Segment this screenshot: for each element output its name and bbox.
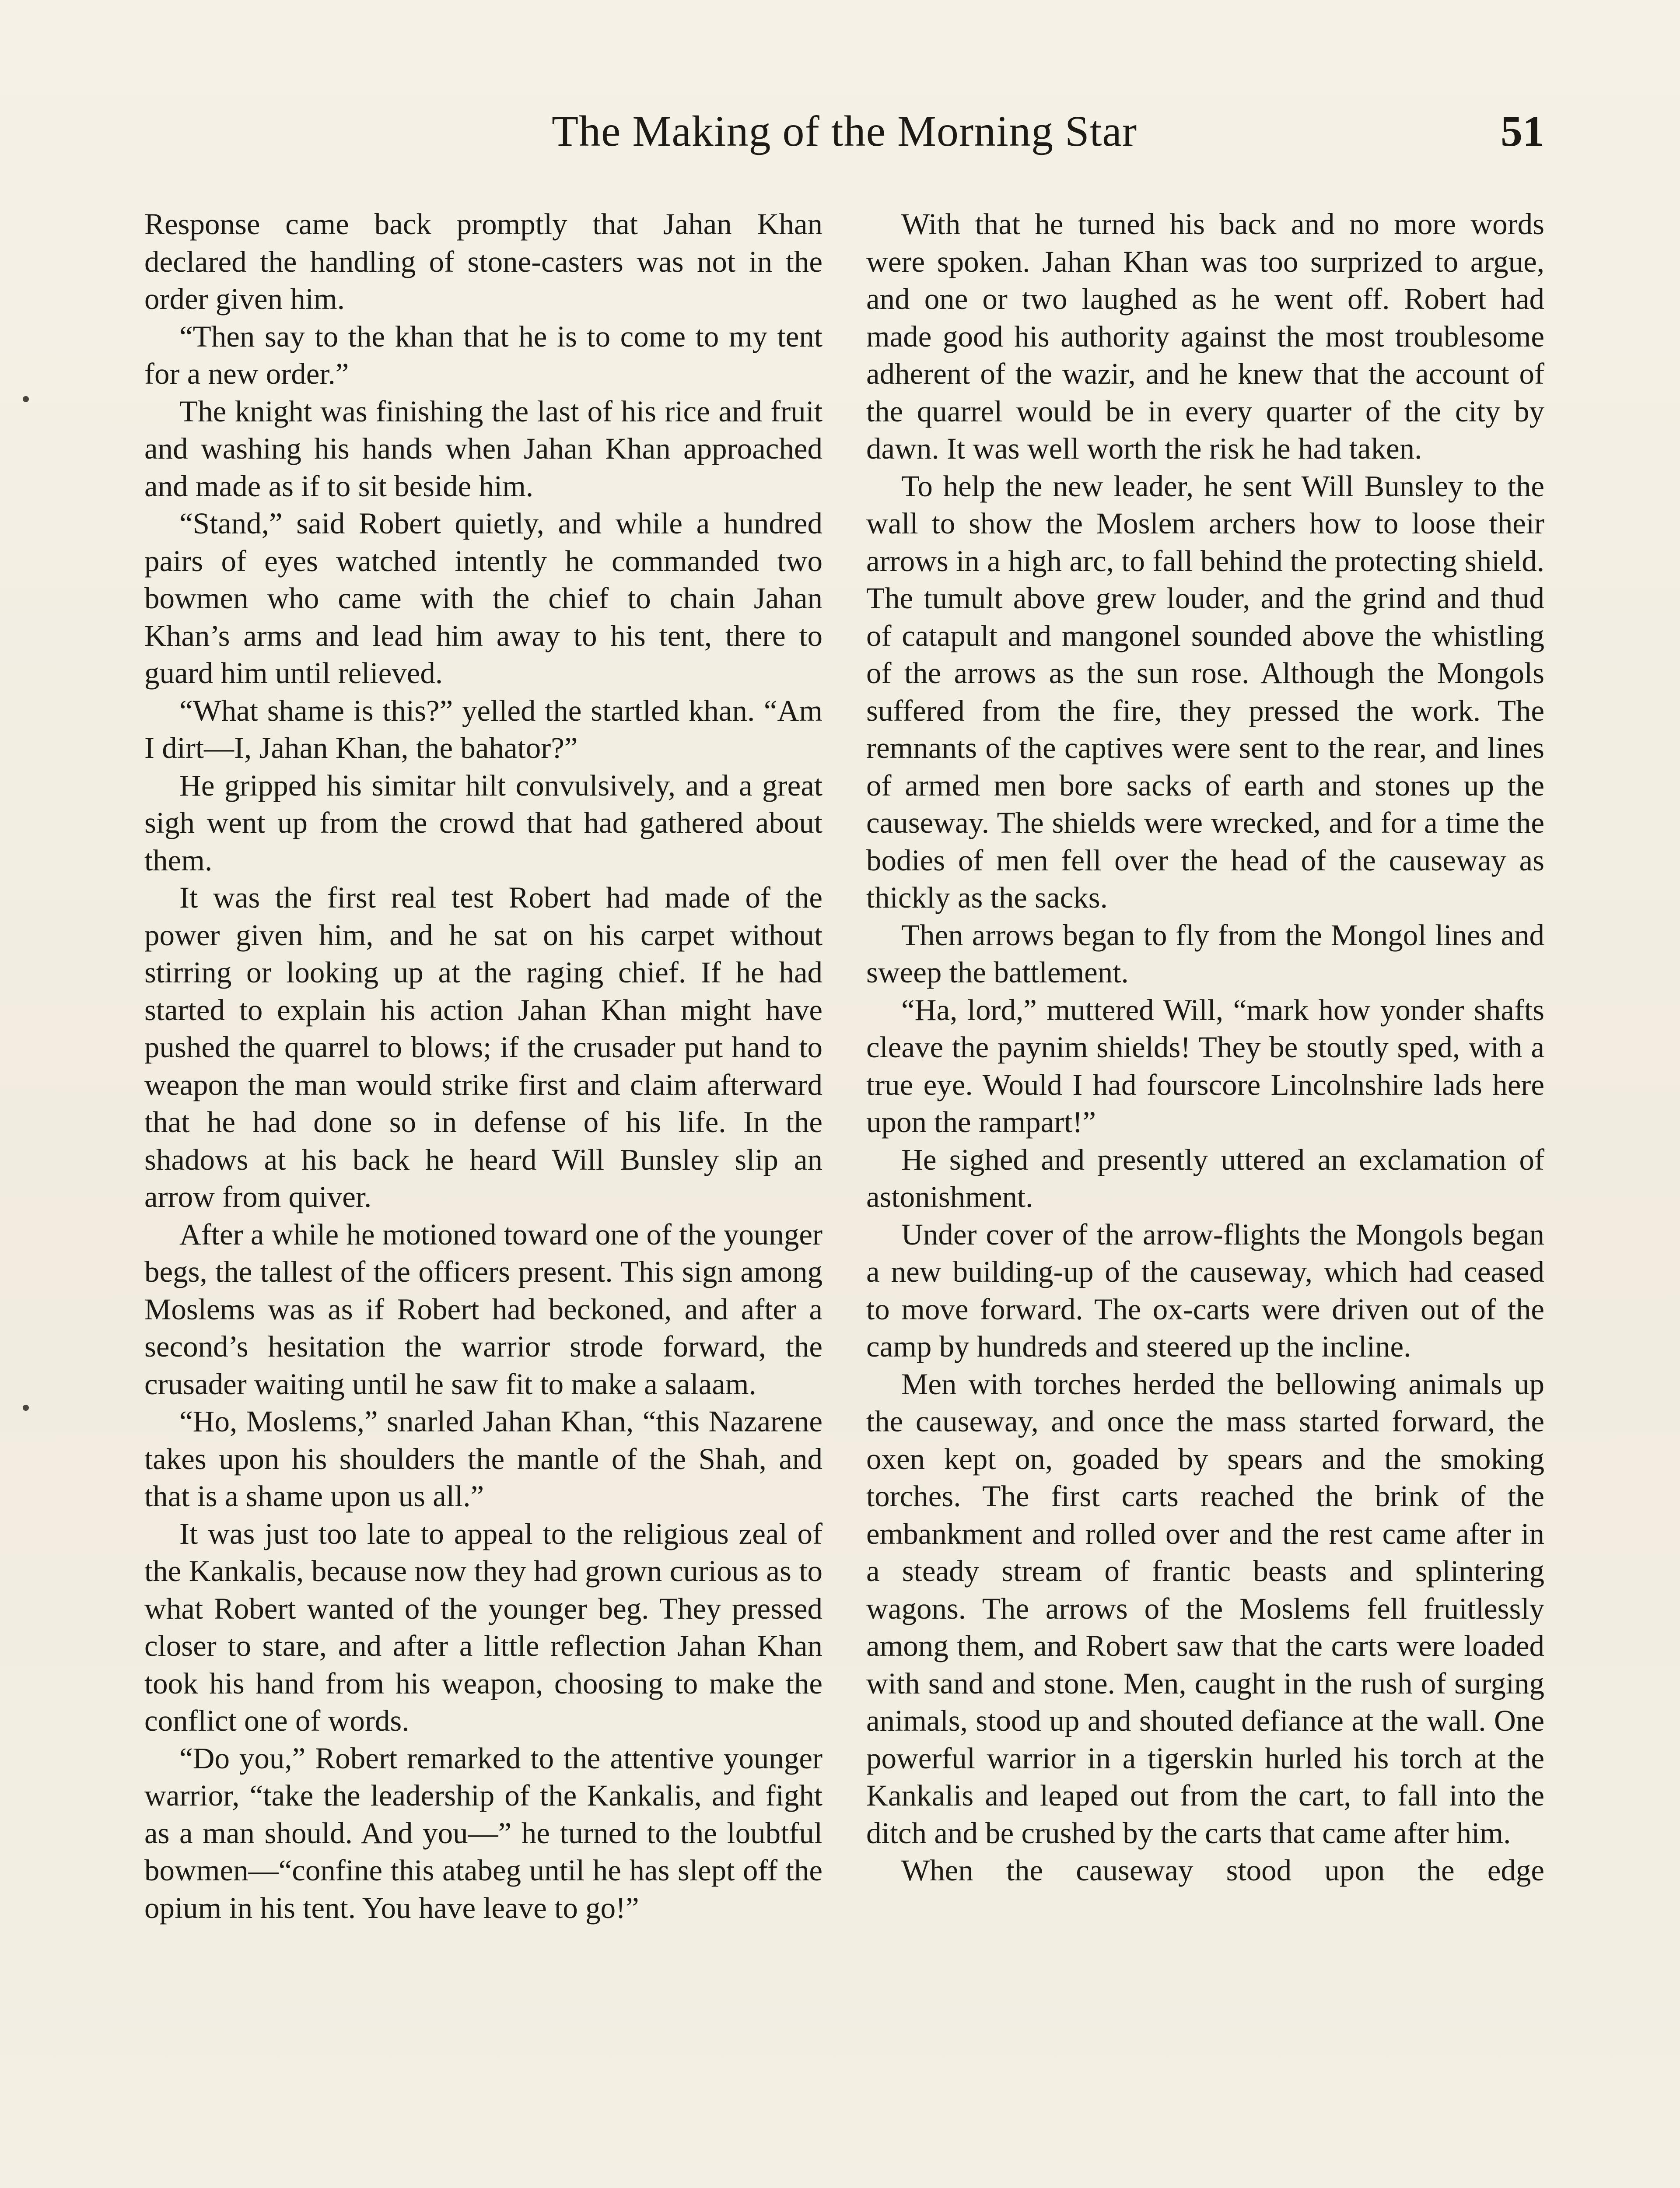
paragraph: “Ho, Moslems,” snarled Jahan Khan, “this Nazarene takes upon his shoulders the mantle of the Shah, and that is a shame upon us all.” [144, 1405, 822, 1513]
paragraph: Under cover of the arrow-flights the Mongols began a new building-up of the causeway, which had ceased to move forward. The ox-carts were driven out of the camp by hundreds and steered up the incline. [866, 1217, 1544, 1363]
paragraph: It was just too late to appeal to the religious zeal of the Kankalis, because now they had grown curious as to what Robert wanted of the younger beg. They pressed closer to stare, and after a little reflection Jahan Khan took his hand from his weapon, choosing to make the conflict one of words. [144, 1517, 822, 1737]
right-column [866, 206, 1544, 1890]
print-speck [23, 396, 29, 402]
paragraph: The knight was finishing the last of his rice and fruit and washing his hands when Jahan Khan approached and made as if to sit beside him. [144, 394, 822, 503]
left-column [144, 206, 822, 1927]
print-speck [23, 1405, 29, 1411]
paragraph: It was the first real test Robert had made of the power given him, and he sat on his carpet without stirring or looking up at the raging chief. If he had started to explain his action Jahan Khan might have pushed the quarrel to blows; if the crusader put hand to weapon the man would strike first and claim afterward that he had done so in defense of his life. In the shadows at his back he heard Will Bunsley slip an arrow from quiver. [144, 881, 822, 1213]
paragraph: “Then say to the khan that he is to come to my tent for a new order.” [144, 319, 822, 390]
paragraph: With that he turned his back and no more words were spoken. Jahan Khan was too surprized to argue, and one or two laughed as he went off. Robert had made good his authority against the most troublesome adherent of the wazir, and he knew that the account of the quarrel would be in every quarter of the city by dawn. It was well worth the risk he had taken. [866, 207, 1544, 465]
paragraph: Then arrows began to fly from the Mongol lines and sweep the battlement. [866, 918, 1544, 989]
paragraph: Response came back promptly that Jahan Khan declared the handling of stone-casters was not in the order given him. [144, 207, 822, 316]
paragraph: To help the new leader, he sent Will Bunsley to the wall to show the Moslem archers how to loose their arrows in a high arc, to fall behind the protecting shield. The tumult above grew louder, and the grind and thud of catapult and mangonel sounded above the whistling of the arrows as the sun rose. Although the Mongols suffered from the fire, they pressed the work. The remnants of the captives were sent to the rear, and lines of armed men bore sacks of earth and stones up the causeway. The shields were wrecked, and for a time the bodies of men fell over the head of the causeway as thickly as the sacks. [866, 469, 1544, 914]
paragraph: He gripped his simitar hilt convulsively, and a great sigh went up from the crowd that had gathered about them. [144, 768, 822, 877]
paragraph: “What shame is this?” yelled the startled khan. “Am I dirt—I, Jahan Khan, the bahator?” [144, 694, 822, 764]
paragraph: “Stand,” said Robert quietly, and while a hundred pairs of eyes watched intently he commanded two bowmen who came with the chief to chain Jahan Khan’s arms and lead him away to his tent, there to guard him until relieved. [144, 507, 822, 690]
paragraph: “Do you,” Robert remarked to the attentive younger warrior, “take the leadership of the Kankalis, and fight as a man should. And you—” he turned to the loubtful bowmen—“confine this atabeg until he has slept off the opium in his tent. You have leave to go!” [144, 1741, 822, 1925]
page-number: 51 [1501, 107, 1544, 155]
paragraph: After a while he motioned toward one of the younger begs, the tallest of the officers present. This sign among Moslems was as if Robert had beckoned, and after a second’s hesitation the warrior strode forward, the crusader waiting until he saw fit to make a salaam. [144, 1217, 822, 1401]
paragraph: Men with torches herded the bellowing animals up the causeway, and once the mass started forward, the oxen kept on, goaded by spears and the smoking torches. The first carts reached the brink of the embankment and rolled over and the rest came after in a steady stream of frantic beasts and splintering wagons. The arrows of the Moslems fell fruitlessly among them, and Robert saw that the carts were loaded with sand and stone. Men, caught in the rush of surging animals, stood up and shouted defiance at the wall. One powerful warrior in a tigerskin hurled his torch at the Kankalis and leaped out from the cart, to fall into the ditch and be crushed by the carts that came after him. [866, 1367, 1544, 1850]
running-head [144, 101, 1544, 162]
paragraph: He sighed and presently uttered an exclamation of astonishment. [866, 1143, 1544, 1213]
page-title: The Making of the Morning Star [551, 107, 1138, 155]
paragraph: “Ha, lord,” muttered Will, “mark how yonder shafts cleave the paynim shields! They be stoutly sped, with a true eye. Would I had fourscore Lincolnshire lads here upon the rampart!” [866, 993, 1544, 1139]
paragraph: When the causeway stood upon the edge [901, 1854, 1544, 1887]
